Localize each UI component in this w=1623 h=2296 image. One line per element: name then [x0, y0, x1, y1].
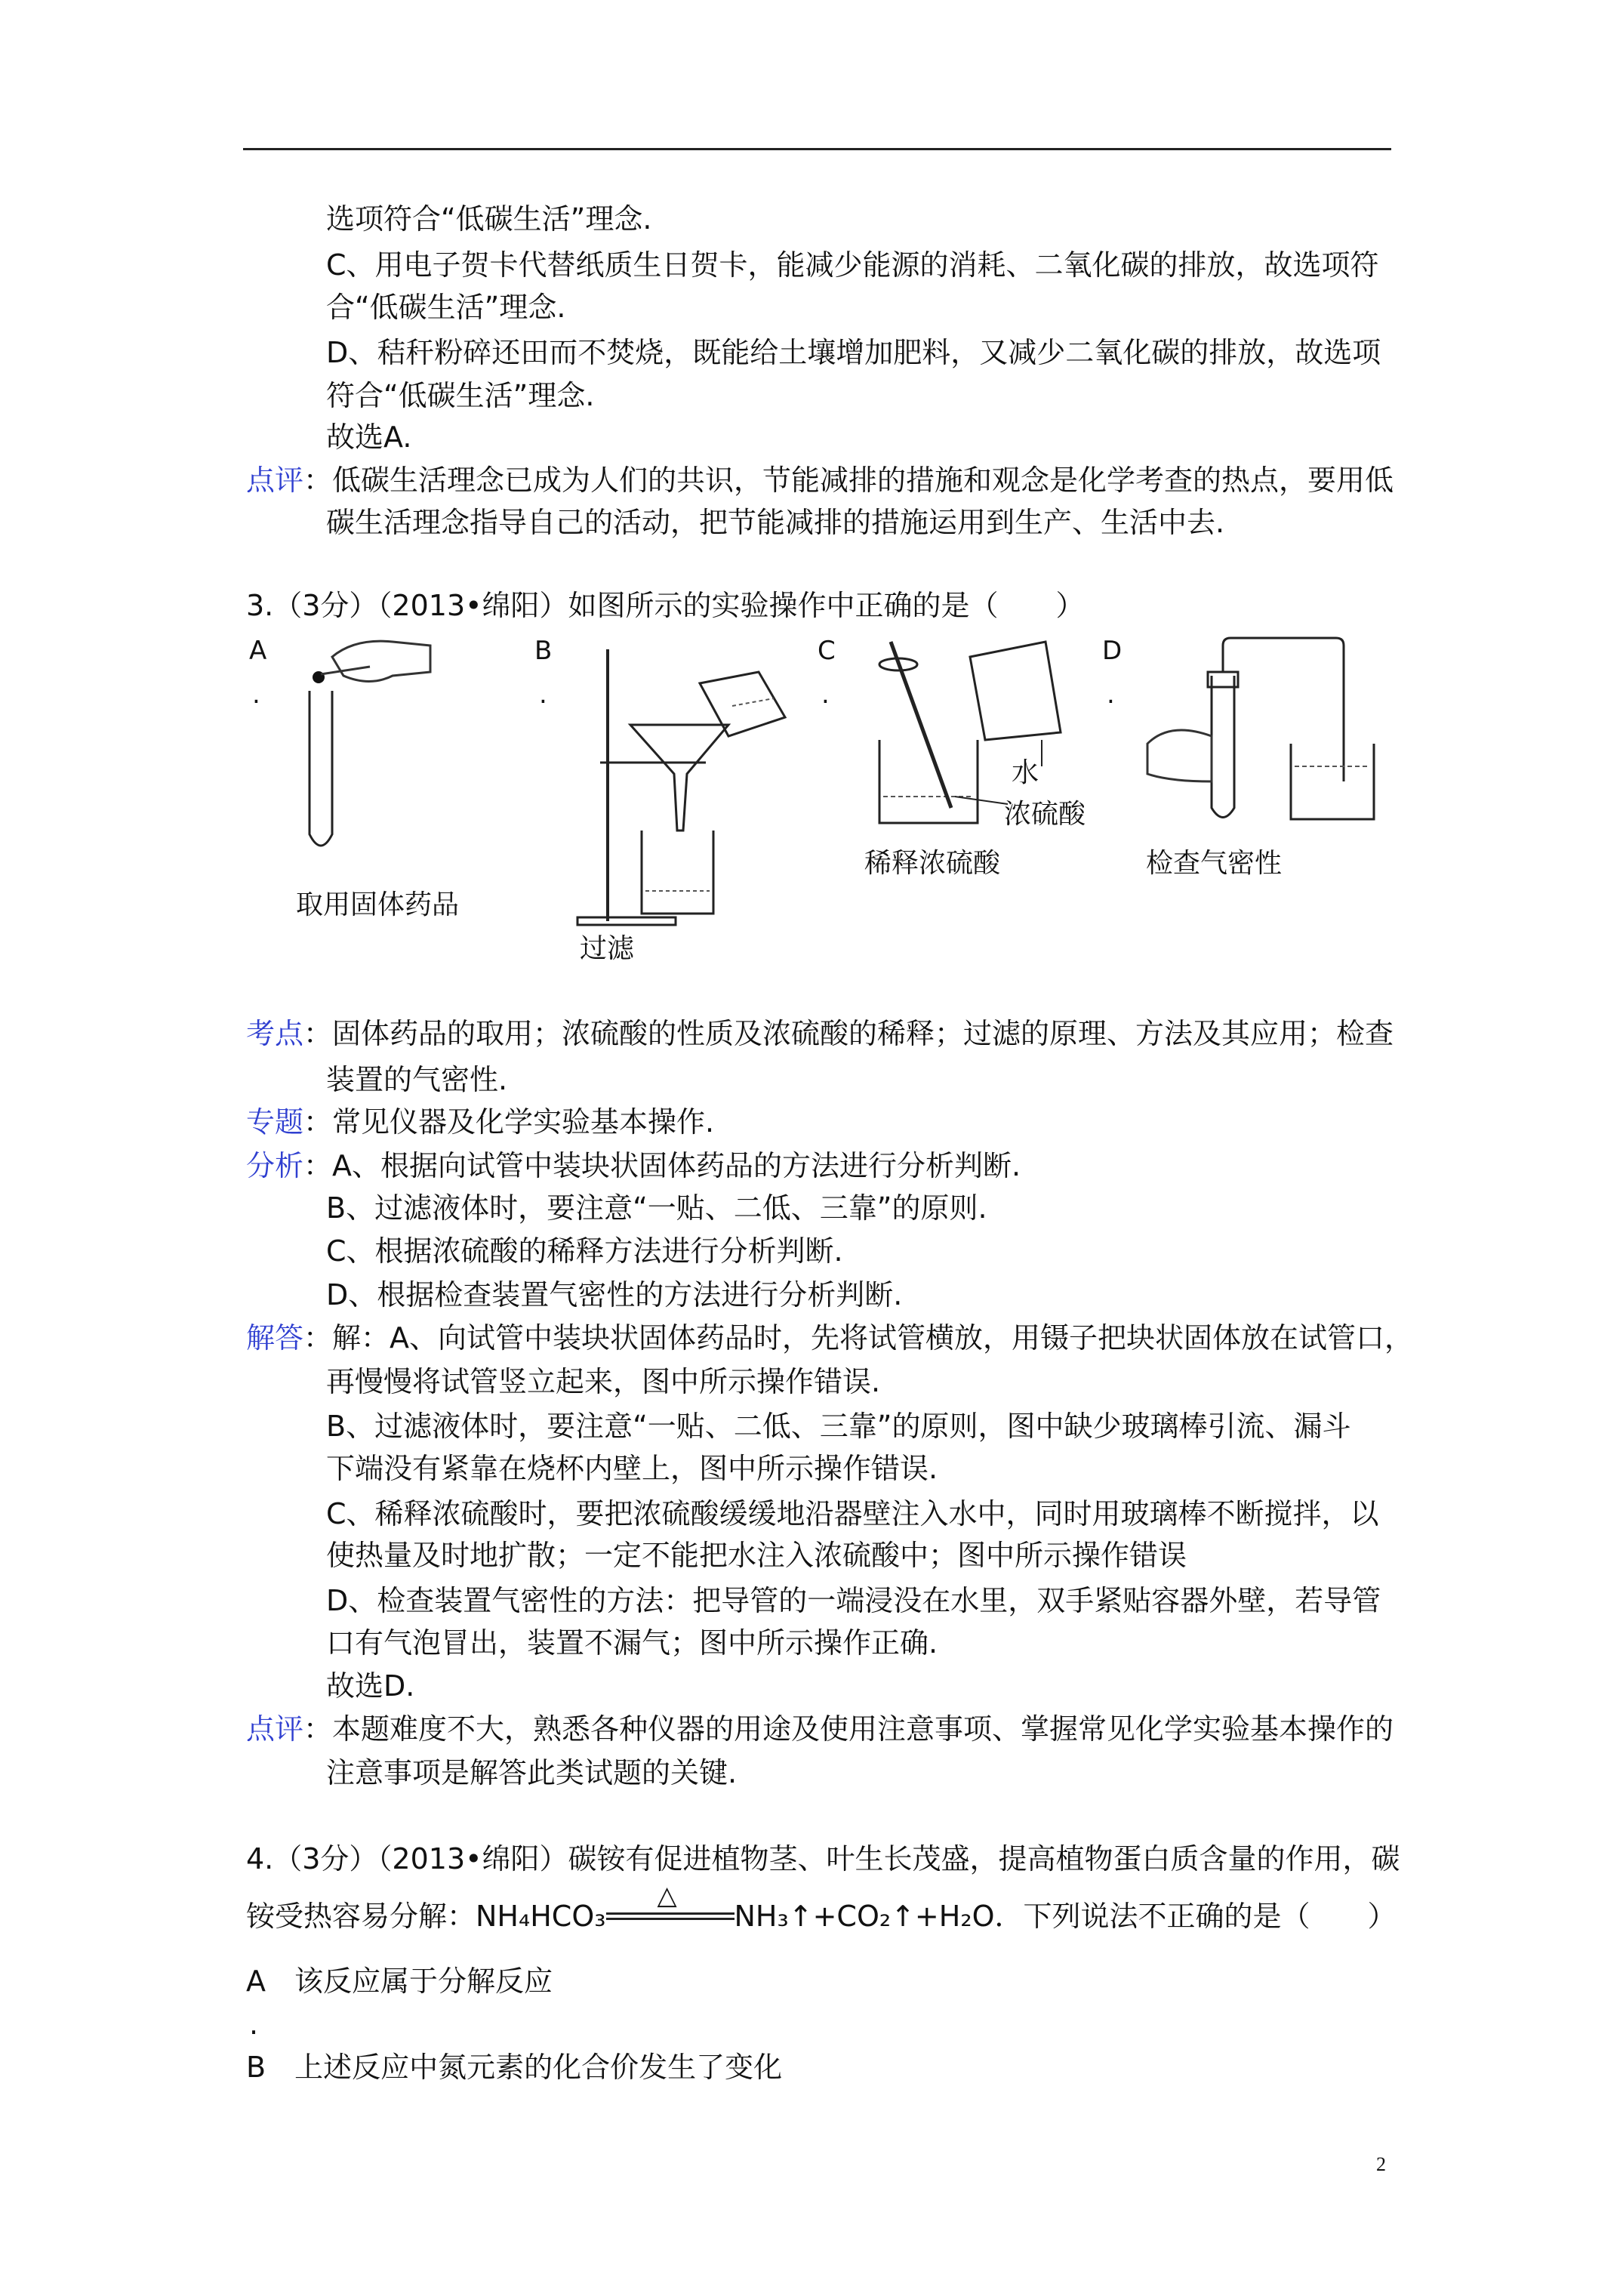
text-line: D、根据检查装置气密性的方法进行分析判断.	[326, 1278, 903, 1311]
text-line: 碳生活理念指导自己的活动，把节能减排的措施运用到生产、生活中去.	[326, 506, 1225, 539]
equals-sign	[606, 1912, 735, 1920]
text-line: D、秸秆粉碎还田而不焚烧，既能给土壤增加肥料，又减少二氧化碳的排放，故选项	[326, 336, 1381, 369]
text-line: 下端没有紧靠在烧杯内壁上，图中所示操作错误.	[326, 1452, 938, 1485]
section-label: 点评	[246, 464, 304, 497]
label-sulfuric-acid: 浓硫酸	[1004, 799, 1086, 830]
question-4: 4.（3分）（2013•绵阳）碳铵有促进植物茎、叶生长茂盛，提高植物蛋白质含量的作用，碳	[246, 1842, 1400, 1875]
topic-line	[246, 1102, 714, 1142]
section-label: 解答	[246, 1321, 304, 1354]
solid-reagent-illustration	[287, 630, 438, 880]
text-line: 装置的气密性.	[326, 1063, 508, 1096]
text-line: C、根据浓硫酸的稀释方法进行分析判断.	[326, 1234, 843, 1268]
equation-reactant: 铵受热容易分解：NH₄HCO₃	[246, 1900, 606, 1933]
text-line: B、过滤液体时，要注意“一贴、二低、三靠”的原则，图中缺少玻璃棒引流、漏斗	[326, 1410, 1351, 1443]
text-line: C、稀释浓硫酸时，要把浓硫酸缓缓地沿器壁注入水中，同时用玻璃棒不断搅拌，以	[326, 1497, 1379, 1530]
section-text: ：A、根据向试管中装块状固体药品的方法进行分析判断.	[303, 1149, 1021, 1182]
section-text: ：常见仪器及化学实验基本操作.	[303, 1105, 715, 1139]
option-a-dot: .	[249, 2008, 259, 2041]
figure-c-dot: .	[821, 680, 830, 710]
comment-line	[246, 461, 1394, 500]
reaction-arrow	[606, 1880, 735, 1934]
figure-c-letter: C	[818, 636, 836, 666]
filtration-illustration	[570, 634, 796, 936]
figure-a-caption: 取用固体药品	[296, 889, 460, 920]
text-line: 口有气泡冒出，装置不漏气；图中所示操作正确.	[326, 1626, 938, 1660]
text-line: B、过滤液体时，要注意“一贴、二低、三靠”的原则.	[326, 1191, 987, 1225]
text-line: 故选A.	[326, 421, 412, 454]
text-line: 选项符合“低碳生活”理念.	[326, 202, 652, 236]
label-water: 水	[1012, 757, 1039, 788]
text-line: 注意事项是解答此类试题的关键.	[326, 1756, 738, 1789]
question-4-equation	[246, 1880, 1397, 1936]
text-line: 再慢慢将试管竖立起来，图中所示操作错误.	[326, 1365, 881, 1398]
header-rule	[243, 148, 1391, 150]
figure-c-caption: 稀释浓硫酸	[864, 848, 1001, 879]
figure-b-letter: B	[534, 636, 553, 666]
airtightness-check-illustration	[1140, 630, 1389, 834]
text-line: 符合“低碳生活”理念.	[326, 379, 595, 412]
section-label: 分析	[246, 1149, 304, 1182]
section-text: ：本题难度不大，熟悉各种仪器的用途及使用注意事项、掌握常见化学实验基本操作的	[303, 1712, 1394, 1746]
section-label: 考点	[246, 1017, 304, 1050]
option-b: B 上述反应中氮元素的化合价发生了变化	[246, 2051, 783, 2084]
text-line: C、用电子贺卡代替纸质生日贺卡，能减少能源的消耗、二氧化碳的排放，故选项符	[326, 248, 1379, 282]
comment-line	[246, 1709, 1394, 1749]
answer-line	[246, 1318, 1413, 1358]
key-points-line	[246, 1014, 1394, 1053]
section-text: ：解：A、向试管中装块状固体药品时，先将试管横放，用镊子把块状固体放在试管口，	[303, 1321, 1414, 1354]
section-label: 点评	[246, 1712, 304, 1746]
text-line: D、检查装置气密性的方法：把导管的一端浸没在水里，双手紧贴容器外壁，若导管	[326, 1584, 1381, 1617]
question-3: 3.（3分）（2013•绵阳）如图所示的实验操作中正确的是（ ）	[246, 589, 1085, 622]
section-label: 专题	[246, 1105, 304, 1139]
figure-d-caption: 检查气密性	[1146, 848, 1283, 879]
equation-products: NH₃↑+CO₂↑+H₂O．下列说法不正确的是（ ）	[734, 1900, 1397, 1933]
text-line: 合“低碳生活”理念.	[326, 291, 566, 324]
figure-a-letter: A	[249, 636, 267, 666]
heat-symbol: △	[657, 1880, 677, 1911]
page-number: 2	[1376, 2153, 1386, 2175]
figure-a-dot: .	[252, 680, 260, 710]
option-a: A 该反应属于分解反应	[246, 1965, 553, 1998]
figure-d-letter: D	[1102, 636, 1123, 666]
figure-b-caption: 过滤	[580, 933, 635, 964]
figure-d-dot: .	[1107, 680, 1115, 710]
text-line: 使热量及时地扩散；一定不能把水注入浓硫酸中；图中所示操作错误	[326, 1539, 1187, 1572]
analysis-line	[246, 1146, 1021, 1185]
section-text: ：固体药品的取用；浓硫酸的性质及浓硫酸的稀释；过滤的原理、方法及其应用；检查	[303, 1017, 1394, 1050]
text-line: 故选D.	[326, 1669, 415, 1703]
section-text: ：低碳生活理念已成为人们的共识，节能减排的措施和观念是化学考查的热点，要用低	[303, 464, 1394, 497]
figure-b-dot: .	[539, 680, 547, 710]
